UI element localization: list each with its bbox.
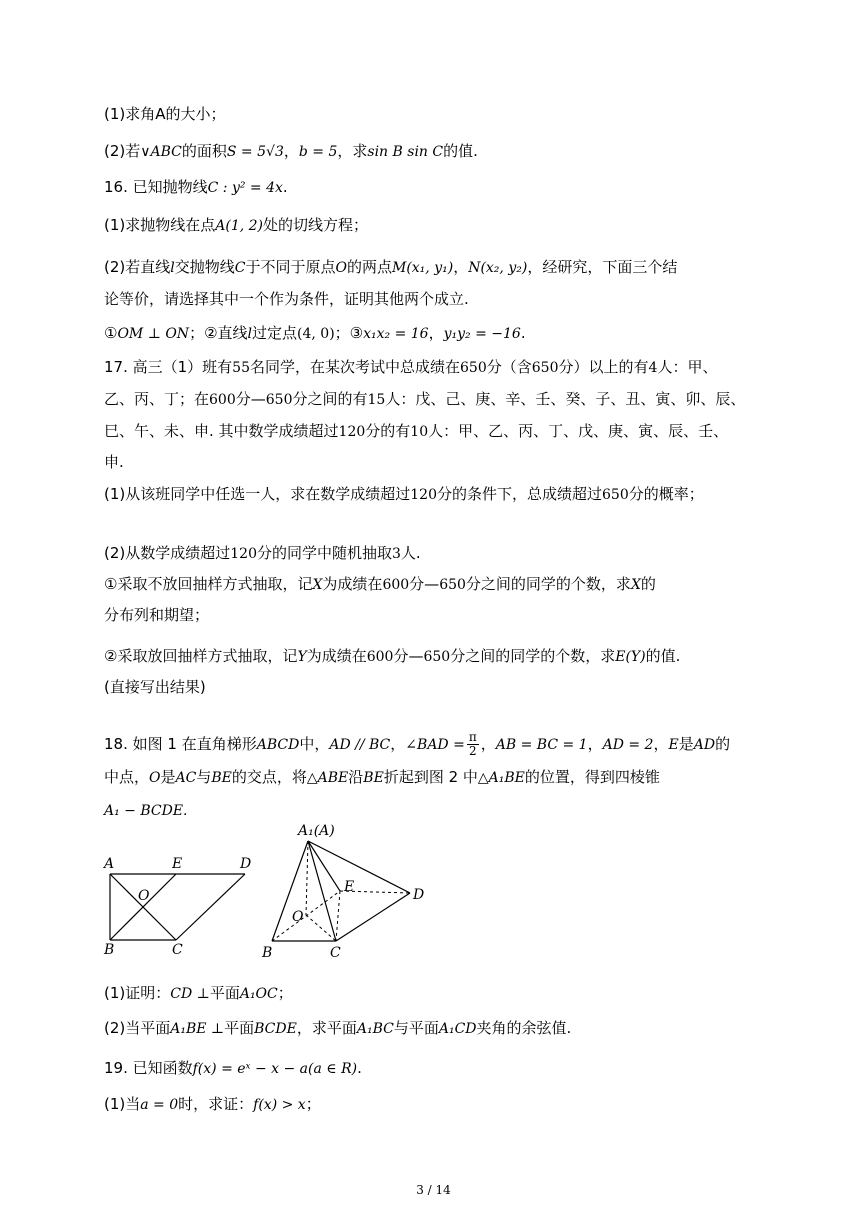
edge-oc (306, 915, 336, 941)
q17-part2-2-cont (104, 677, 206, 697)
math-fraction (467, 731, 479, 758)
q19-part1 (104, 1094, 321, 1115)
math-abcd: ABCD (256, 737, 300, 753)
math-o: O (335, 260, 347, 276)
number: 3 (392, 546, 401, 562)
math-a-zero: a = 0 (140, 1097, 179, 1113)
page-number: 3 / 14 (416, 1183, 451, 1197)
text: 为成绩在 (306, 647, 367, 665)
q18-part1 (104, 983, 293, 1004)
text: 夹角的余弦值. (476, 1019, 572, 1037)
q15-part2 (104, 141, 478, 162)
text: 中点， (104, 768, 150, 786)
math-x1x2: x₁x₂ = 16 (363, 326, 429, 342)
text: 分的条件下，总成绩超过 (436, 485, 602, 503)
math-y1y2: y₁y₂ = −16 (443, 326, 521, 342)
number: 650 (460, 360, 487, 376)
fraction-numerator: π (468, 730, 477, 744)
math-be: BE (211, 770, 232, 786)
text: 人：甲、 (657, 358, 718, 376)
text: ① (104, 324, 118, 342)
text: (1)求抛物线在点 (104, 216, 216, 234)
text: 17. 高三（1）班有 (104, 358, 233, 376)
number: 55 (232, 360, 250, 376)
text: 的值. (443, 142, 478, 160)
math-be: BE (363, 770, 384, 786)
text: (2)从数学成绩超过 (104, 544, 231, 562)
text: 人：甲、乙、丙、丁、戊、庚、寅、辰、壬、 (428, 422, 729, 440)
text: 是 (160, 768, 176, 786)
math-ab-bc: AB = BC = 1 (495, 737, 588, 753)
number: 120 (410, 487, 437, 503)
fraction-denominator: 2 (468, 744, 477, 758)
text: ，经研究，下面三个结 (527, 258, 678, 276)
text: (2)若 (104, 142, 141, 160)
q18-line2 (104, 767, 660, 788)
q15-part1-text: (1)求角A的大小； (104, 105, 226, 123)
text: 是 (678, 735, 694, 753)
text: ， (453, 258, 469, 276)
text: 名同学，在某次考试中总成绩在 (250, 358, 461, 376)
text: ；③ (334, 324, 364, 342)
text: 申. (104, 453, 124, 471)
label-d: D (240, 856, 252, 872)
q16-stem (104, 177, 288, 198)
label-c: C (172, 942, 183, 958)
text: 分的同学中随机抽取 (256, 544, 392, 562)
text: 的值. (645, 647, 681, 665)
text: (直接写出结果) (104, 678, 206, 696)
text: 16. 已知抛物线 (104, 178, 208, 196)
math-pyramid: A₁ − BCDE. (104, 803, 188, 819)
math-y: Y (297, 649, 307, 665)
text: . (357, 1059, 362, 1077)
number: 600 (366, 649, 394, 665)
text: ①采取不放回抽样方式抽取，记 (104, 575, 313, 593)
text: 交抛物线 (174, 258, 235, 276)
math-triangle-abc: ∨ABC (140, 144, 182, 160)
text: 分的有 (365, 422, 411, 440)
q17-part1 (104, 484, 704, 505)
text: 分— (409, 575, 440, 593)
label-d: D (413, 887, 425, 903)
number: 650 (531, 360, 559, 376)
edge-be (272, 891, 340, 941)
text: 的 (640, 575, 656, 593)
text: ， (283, 142, 299, 160)
text: 与平面 (393, 1019, 439, 1037)
q17-part2-1-cont (104, 605, 209, 625)
text: 分之间的有 (292, 390, 368, 408)
text: 分— (393, 647, 424, 665)
text: 分的概率； (628, 485, 704, 503)
math-l: l (247, 326, 252, 342)
number: 600 (209, 392, 236, 408)
text: 时，求证： (178, 1095, 254, 1113)
text: 处的切线方程； (263, 216, 369, 234)
math-triangle-abe: △ABE (306, 770, 349, 786)
text: (1)当 (104, 1095, 141, 1113)
q16-part2 (104, 257, 677, 278)
number: 650 (602, 487, 629, 503)
text: 沿 (348, 768, 364, 786)
math-expectation: E(Y) (615, 649, 646, 665)
math-plane-a1cd: A₁CD (438, 1021, 477, 1037)
text: 的两点 (346, 258, 392, 276)
text: 分布列和期望； (104, 606, 210, 624)
q16-part1 (104, 215, 368, 236)
text: ， (428, 324, 444, 342)
q17-line3 (104, 421, 728, 442)
math-point-a: A(1, 2) (215, 218, 263, 234)
edge-a1c (308, 841, 336, 941)
text: ， (587, 735, 603, 753)
number: 120 (230, 546, 257, 562)
text: 的 (715, 735, 731, 753)
math-point-m: M(x₁, y₁) (391, 260, 454, 276)
math-plane-a1bc: A₁BC (356, 1021, 394, 1037)
text: 论等价，请选择其中一个作为条件，证明其他两个成立. (104, 290, 469, 308)
text: 19. 已知函数 (104, 1059, 193, 1077)
text: 折起到图 2 中 (383, 768, 478, 786)
label-o: O (138, 888, 150, 904)
math-c: C (234, 260, 246, 276)
math-sinbsinc: sin B sin C (367, 144, 444, 160)
text: 的面积 (181, 142, 227, 160)
number: 650 (439, 577, 466, 593)
math-x: X (312, 577, 323, 593)
math-e: E (668, 737, 679, 753)
number: 600 (382, 577, 410, 593)
number: 15 (367, 392, 386, 408)
text: 过定点 (252, 324, 298, 342)
text: 18. 如图 1 在直角梯形 (104, 735, 257, 753)
math-b: b = 5 (298, 144, 338, 160)
text: ， (653, 735, 669, 753)
label-b: B (262, 945, 273, 961)
math-fixed-point: (4, 0) (297, 326, 335, 342)
math-l: l (170, 260, 175, 276)
math-ac: AC (175, 770, 197, 786)
q17-line2 (104, 389, 745, 410)
text: ；②直线 (189, 324, 248, 342)
text: ； (305, 1095, 321, 1113)
math-ad: AD (693, 737, 716, 753)
q16-conditions (104, 323, 526, 344)
number: 4 (648, 360, 658, 376)
text: ，求平面 (296, 1019, 357, 1037)
text: . (520, 324, 526, 342)
label-c: C (330, 945, 341, 961)
math-area: S = 5√3 (226, 144, 284, 160)
math-parabola: C : y² = 4x (207, 180, 283, 196)
text: 分之间的同学的个数，求 (465, 575, 631, 593)
text: (2)当平面 (104, 1019, 171, 1037)
text: 的交点，将 (231, 768, 307, 786)
q17-part2-2 (104, 646, 680, 667)
text: 分（含 (486, 358, 532, 376)
q19-stem (104, 1058, 362, 1079)
label-a: A (104, 856, 115, 872)
text: 人. (400, 544, 421, 562)
text: 为成绩在 (322, 575, 383, 593)
math-perp: OM ⊥ ON (117, 326, 190, 342)
edge-a1o (306, 841, 308, 915)
math-o: O (149, 770, 161, 786)
q18-line3 (104, 800, 188, 821)
text: 中， (299, 735, 330, 753)
edge-a1b (272, 841, 308, 941)
text: (2)若直线 (104, 258, 171, 276)
text: 平面 (224, 1019, 255, 1037)
text: ②采取放回抽样方式抽取，记 (104, 647, 298, 665)
figure-pyramid (258, 815, 433, 965)
text: 平面 (209, 984, 240, 1002)
math-angle: ∠BAD = (405, 737, 465, 753)
q18-part2 (104, 1018, 571, 1039)
math-cd-perp: CD ⊥ (170, 986, 210, 1002)
text: ； (277, 984, 293, 1002)
label-o: O (292, 909, 304, 925)
edge-cd (176, 874, 245, 940)
text: ， (390, 735, 406, 753)
text: 分之间的同学的个数，求 (450, 647, 616, 665)
math-function: f(x) = eˣ − x − a(a ∈ R) (192, 1061, 358, 1077)
q18-line1 (104, 731, 730, 758)
math-point-n: N(x₂, y₂) (468, 260, 528, 276)
text: (1)从该班同学中任选一人，求在数学成绩超过 (104, 485, 411, 503)
math-triangle-a1be: △A₁BE (477, 770, 525, 786)
text: 人：戊、己、庚、辛、壬、癸、子、丑、寅、卯、辰、 (385, 390, 746, 408)
number: 120 (338, 424, 366, 440)
text: . (282, 178, 288, 196)
label-b: B (104, 942, 115, 958)
q17-part2 (104, 543, 421, 564)
q17-line4 (104, 452, 124, 472)
text: (1)证明： (104, 984, 171, 1002)
text: 的位置，得到四棱锥 (524, 768, 660, 786)
number: 650 (423, 649, 451, 665)
edge-a1d (308, 841, 410, 893)
math-plane-a1oc: A₁OC (239, 986, 278, 1002)
text: 分）以上的有 (558, 358, 649, 376)
number: 650 (265, 392, 293, 408)
text: 于不同于原点 (245, 258, 336, 276)
text: 乙、丙、丁；在 (104, 390, 210, 408)
number: 10 (410, 424, 429, 440)
q17-part2-1 (104, 574, 656, 595)
q16-part2-cont (104, 289, 469, 309)
math-x: X (630, 577, 641, 593)
label-e: E (172, 856, 183, 872)
math-parallel: AD // BC (329, 737, 391, 753)
label-e: E (344, 879, 355, 895)
figure-trapezoid (100, 850, 260, 960)
math-ad: AD = 2 (602, 737, 654, 753)
edge-ec (336, 891, 340, 941)
text: ，求 (337, 142, 368, 160)
q17-line1 (104, 357, 717, 378)
math-plane-a1be: A₁BE ⊥ (170, 1021, 225, 1037)
text: ， (480, 735, 496, 753)
edge-cd (336, 893, 410, 941)
text: 巳、午、未、申. 其中数学成绩超过 (104, 422, 339, 440)
math-inequality: f(x) > x (253, 1097, 306, 1113)
text: 与 (196, 768, 212, 786)
text: 分— (235, 390, 266, 408)
math-plane-bcde: BCDE (254, 1021, 297, 1037)
label-a1: A₁(A) (298, 823, 335, 839)
q15-part1 (104, 104, 226, 124)
